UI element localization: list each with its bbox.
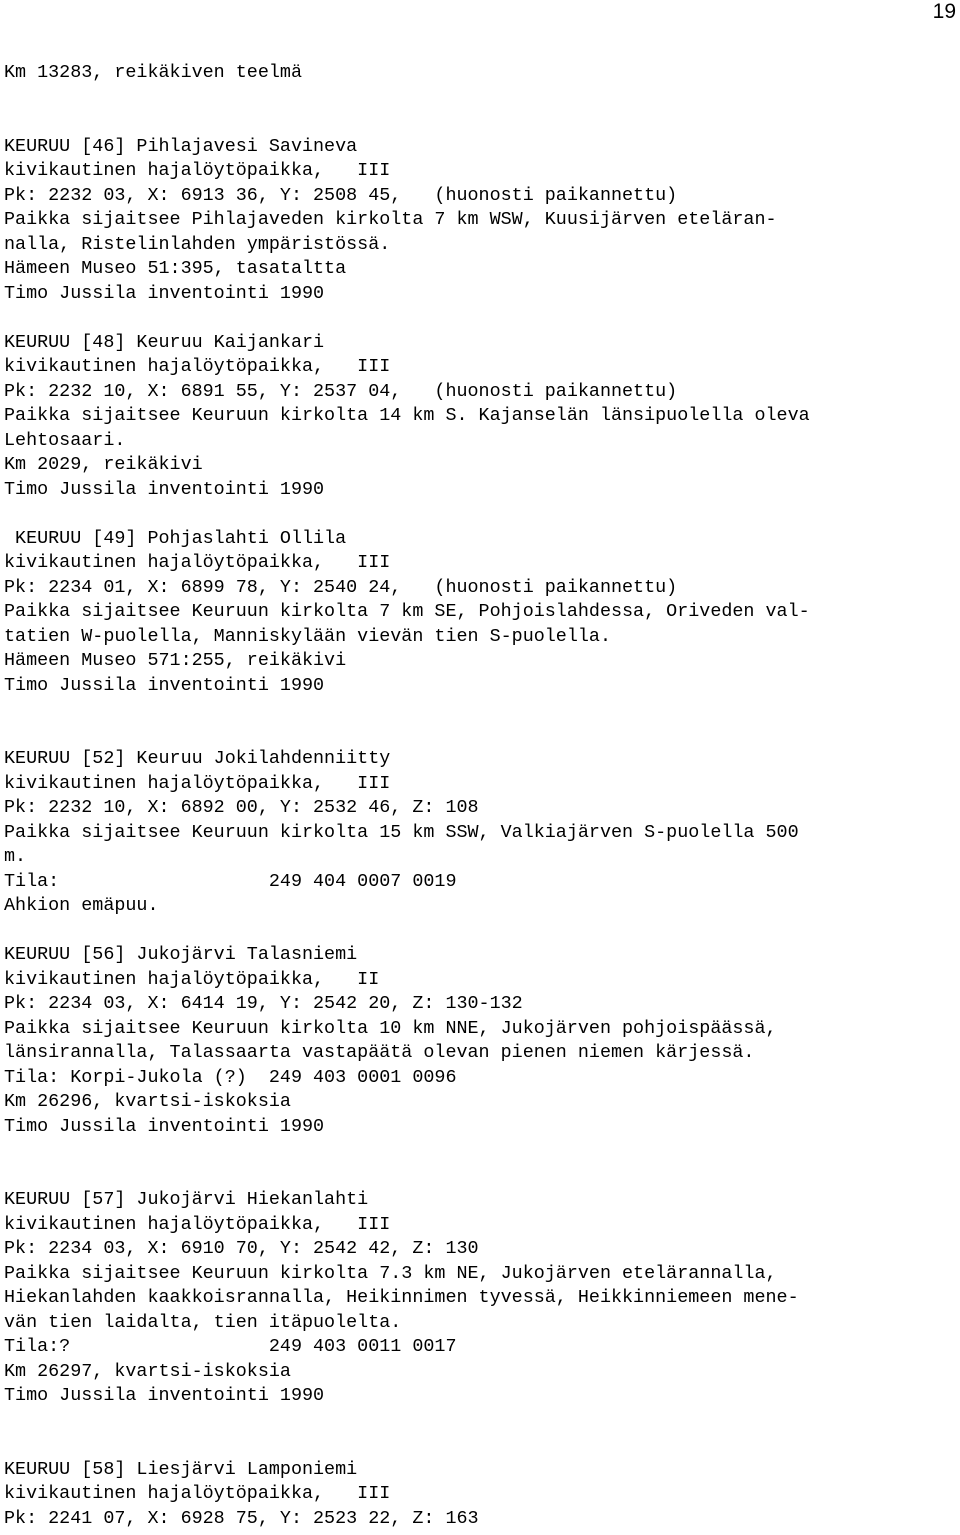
- text-line: Km 26297, kvartsi-iskoksia: [4, 1360, 291, 1382]
- text-line: Km 2029, reikäkivi: [4, 454, 203, 475]
- text-line: [4, 723, 960, 748]
- text-line: [4, 1409, 960, 1434]
- text-line: Km 26296, kvartsi-iskoksia: [4, 1091, 291, 1112]
- text-line: [4, 110, 960, 135]
- text-line: Hämeen Museo 51:395, tasataltta: [4, 258, 347, 279]
- text-line: Km 13283, reikäkiven teelmä: [4, 62, 302, 83]
- text-line: [4, 1139, 960, 1164]
- text-line: Pk: 2234 03, X: 6414 19, Y: 2542 20, Z: 130-132: [4, 993, 523, 1014]
- text-line: Pk: 2232 10, X: 6892 00, Y: 2532 46, Z: 108: [4, 797, 479, 818]
- text-line: Pk: 2241 07, X: 6928 75, Y: 2523 22, Z: 163: [4, 1507, 479, 1529]
- entry-title: KEURUU [58] Liesjärvi Lamponiemi: [4, 1458, 358, 1480]
- entry-title: KEURUU [57] Jukojärvi Hiekanlahti: [4, 1189, 369, 1210]
- text-line: Hiekanlahden kaakkoisrannalla, Heikinnimen tyvessä, Heikkinniemeen mene-: [4, 1287, 799, 1308]
- text-line: [4, 1164, 960, 1189]
- text-line: Tila: Korpi-Jukola (?) 249 403 0001 0096: [4, 1066, 457, 1088]
- text-line: [4, 306, 960, 331]
- text-line: m.: [4, 846, 27, 867]
- text-line: [4, 502, 960, 527]
- entry-title: KEURUU [56] Jukojärvi Talasniemi: [4, 944, 358, 965]
- text-line: tatien W-puolella, Manniskylään vievän tien S-puolella.: [4, 625, 611, 647]
- entry-title: KEURUU [49] Pohjaslahti Ollila: [4, 527, 347, 549]
- entry-title: KEURUU [52] Keuruu Jokilahdenniitty: [4, 748, 391, 769]
- text-line: kivikautinen hajalöytöpaikka, III: [4, 552, 391, 573]
- text-line: Timo Jussila inventointi 1990: [4, 1115, 325, 1137]
- text-line: Paikka sijaitsee Keuruun kirkolta 15 km SSW, Valkiajärven S-puolella 500: [4, 821, 799, 843]
- document-body: [4, 61, 960, 1531]
- text-line: [4, 86, 960, 111]
- text-line: Paikka sijaitsee Keuruun kirkolta 7.3 km NE, Jukojärven etelärannalla,: [4, 1262, 777, 1284]
- text-line: Paikka sijaitsee Pihlajaveden kirkolta 7 km WSW, Kuusijärven eteläran-: [4, 209, 777, 230]
- text-line: Lehtosaari.: [4, 429, 126, 451]
- text-line: kivikautinen hajalöytöpaikka, III: [4, 1483, 391, 1504]
- text-line: vän tien laidalta, tien itäpuolelta.: [4, 1311, 402, 1333]
- text-line: Hämeen Museo 571:255, reikäkivi: [4, 650, 347, 671]
- text-line: Pk: 2232 10, X: 6891 55, Y: 2537 04, (huonosti paikannettu): [4, 380, 678, 402]
- text-line: kivikautinen hajalöytöpaikka, III: [4, 772, 391, 794]
- text-line: Timo Jussila inventointi 1990: [4, 1385, 325, 1406]
- text-line: Paikka sijaitsee Keuruun kirkolta 14 km S. Kajanselän länsipuolella oleva: [4, 405, 810, 426]
- text-line: länsirannalla, Talassaarta vastapäätä olevan pienen niemen kärjessä.: [4, 1042, 755, 1063]
- text-line: [4, 919, 960, 944]
- text-line: Paikka sijaitsee Keuruun kirkolta 10 km NNE, Jukojärven pohjoispäässä,: [4, 1017, 777, 1039]
- text-line: Tila:? 249 403 0011 0017: [4, 1336, 457, 1357]
- text-line: [4, 1433, 960, 1458]
- text-line: Timo Jussila inventointi 1990: [4, 674, 325, 696]
- text-line: kivikautinen hajalöytöpaikka, II: [4, 968, 380, 990]
- text-line: Pk: 2232 03, X: 6913 36, Y: 2508 45, (huonosti paikannettu): [4, 184, 678, 206]
- text-line: kivikautinen hajalöytöpaikka, III: [4, 356, 391, 377]
- text-line: Ahkion emäpuu.: [4, 895, 159, 916]
- entry-title: KEURUU [48] Keuruu Kaijankari: [4, 331, 325, 353]
- entry-title: KEURUU [46] Pihlajavesi Savineva: [4, 135, 358, 157]
- text-line: Paikka sijaitsee Keuruun kirkolta 7 km SE, Pohjoislahdessa, Oriveden val-: [4, 601, 810, 622]
- page-number: 19: [932, 0, 956, 23]
- text-line: [4, 698, 960, 723]
- text-line: kivikautinen hajalöytöpaikka, III: [4, 1213, 391, 1235]
- text-line: Pk: 2234 03, X: 6910 70, Y: 2542 42, Z: 130: [4, 1238, 479, 1259]
- text-line: Timo Jussila inventointi 1990: [4, 478, 325, 500]
- text-line: nalla, Ristelinlahden ympäristössä.: [4, 233, 391, 255]
- text-line: kivikautinen hajalöytöpaikka, III: [4, 160, 391, 181]
- text-line: Tila: 249 404 0007 0019: [4, 870, 457, 892]
- text-line: Timo Jussila inventointi 1990: [4, 282, 325, 304]
- text-line: Pk: 2234 01, X: 6899 78, Y: 2540 24, (huonosti paikannettu): [4, 576, 678, 598]
